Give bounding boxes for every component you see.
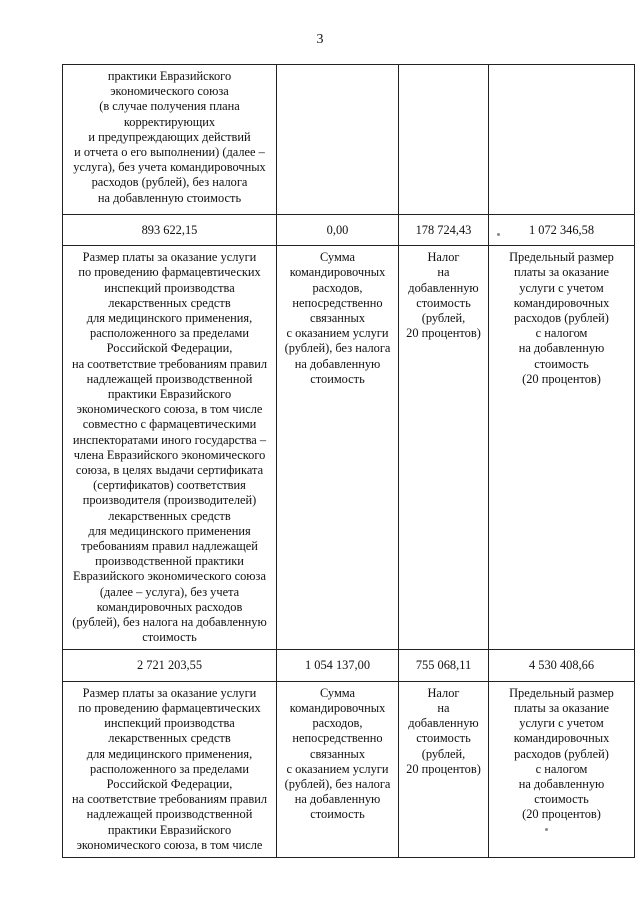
scan-speck (545, 828, 548, 831)
base-fee-value: 2 721 203,55 (63, 650, 277, 681)
max-fee-value: 4 530 408,66 (489, 650, 635, 681)
travel-expenses-header: Сумма командировочных расходов, непосредственно связанных с оказанием услуги (рублей), без налога на добавленную стоимость (277, 681, 399, 857)
max-fee-header: Предельный размер платы за оказание услуги с учетом командировочных расходов (рублей) с налогом на добавленную стоимость (20 процентов) (489, 246, 635, 650)
page-number: 3 (316, 32, 324, 47)
max-fee-value: 1 072 346,58 (489, 215, 635, 246)
vat-header: Налог на добавленную стоимость (рублей, 20 процентов) (399, 246, 489, 650)
table-row-values (63, 215, 635, 246)
max-fee-cell (489, 65, 635, 215)
base-fee-value: 893 622,15 (63, 215, 277, 246)
table-row-header (63, 681, 635, 857)
vat-header: Налог на добавленную стоимость (рублей, 20 процентов) (399, 681, 489, 857)
service-description-cell: Размер платы за оказание услуги по проведению фармацевтических инспекций производства лекарственных средств для медицинского применения, расположенного за пределами Российской Федерации, на соответствие требованиям правил надлежащей производственной практики Евразийского экономического союза, в том числе (63, 681, 277, 857)
table-row-description-continued (63, 65, 635, 215)
max-fee-header: Предельный размер платы за оказание услуги с учетом командировочных расходов (рублей) с налогом на добавленную стоимость (20 процентов) (489, 681, 635, 857)
vat-value: 178 724,43 (399, 215, 489, 246)
travel-expenses-value: 0,00 (277, 215, 399, 246)
table-row-values (63, 650, 635, 681)
fee-table (62, 64, 635, 858)
travel-expenses-cell (277, 65, 399, 215)
service-description-cell: практики Евразийского экономического союза (в случае получения плана корректирующих и предупреждающих действий и отчета о его выполнении) (далее – услуга), без учета командировочных расходов (рублей), без налога на добавленную стоимость (63, 65, 277, 215)
vat-value: 755 068,11 (399, 650, 489, 681)
travel-expenses-value: 1 054 137,00 (277, 650, 399, 681)
travel-expenses-header: Сумма командировочных расходов, непосредственно связанных с оказанием услуги (рублей), без налога на добавленную стоимость (277, 246, 399, 650)
scan-speck (497, 233, 500, 236)
vat-cell (399, 65, 489, 215)
table-row-header (63, 246, 635, 650)
service-description-cell: Размер платы за оказание услуги по проведению фармацевтических инспекций производства лекарственных средств для медицинского применения, расположенного за пределами Российской Федерации, на соответствие требованиям правил надлежащей производственной практики Евразийского экономического союза, в том числе совместно с фармацевтическими инспекторатами иного государства – члена Евразийского экономического союза, в целях выдачи сертификата (сертификатов) соответствия производителя (производителей) лекарственных средств для медицинского применения требованиям правил надлежащей производственной практики Евразийского экономического союза (далее – услуга), без учета командировочных расходов (рублей), без налога на добавленную стоимость (63, 246, 277, 650)
